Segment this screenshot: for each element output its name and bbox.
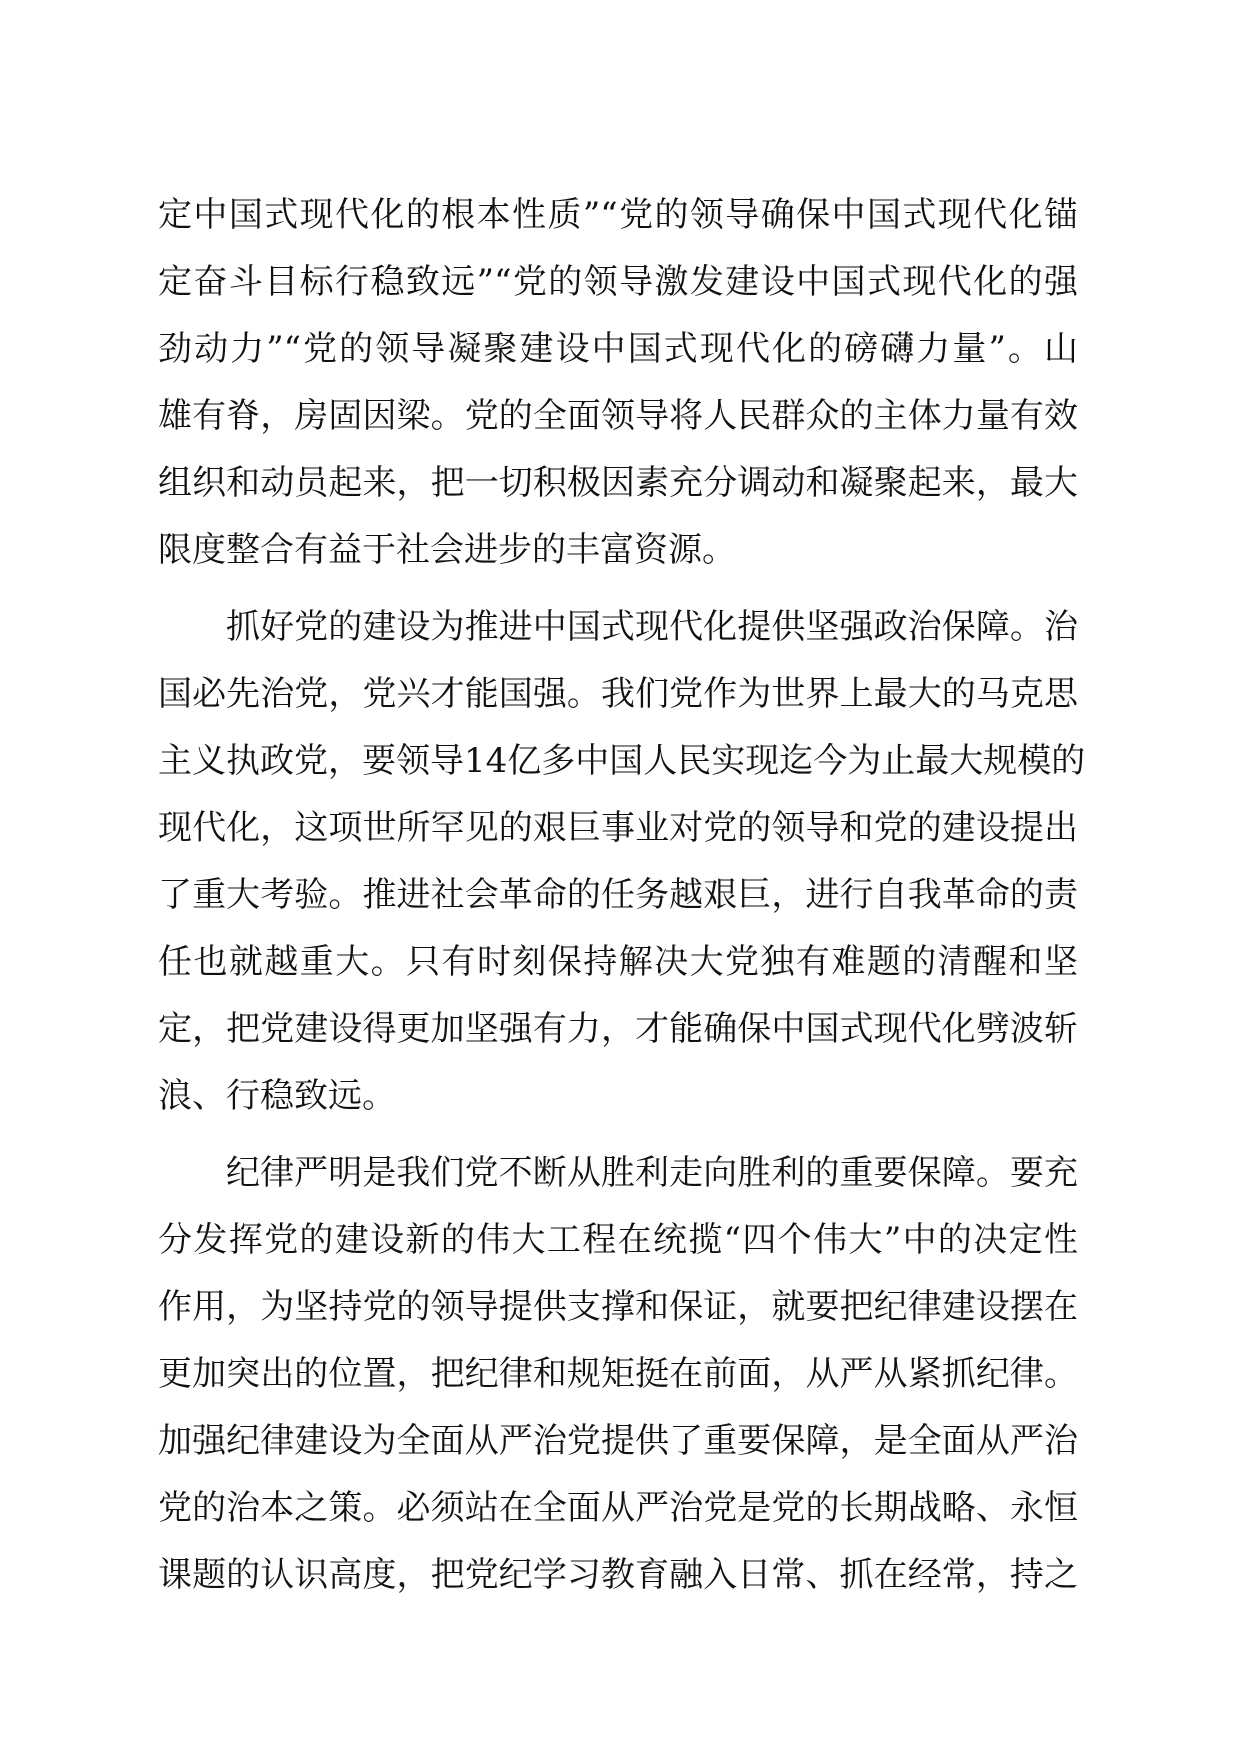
text-line: 分发挥党的建设新的伟大工程在统揽“四个伟大”中的决定性 <box>158 1220 1078 1260</box>
text-line: 加强纪律建设为全面从严治党提供了重要保障，是全面从严治 <box>158 1421 1078 1461</box>
text-line: 定，把党建设得更加坚强有力，才能确保中国式现代化劈波斩 <box>158 1009 1078 1049</box>
text-line: 作用，为坚持党的领导提供支撑和保证，就要把纪律建设摆在 <box>158 1287 1078 1327</box>
text-line: 浪、行稳致远。 <box>158 1076 396 1116</box>
text-line: 任也就越重大。只有时刻保持解决大党独有难题的清醒和坚 <box>158 942 1078 982</box>
text-line: 课题的认识高度，把党纪学习教育融入日常、抓在经常，持之 <box>158 1555 1078 1595</box>
text-line: 纪律严明是我们党不断从胜利走向胜利的重要保障。要充 <box>226 1153 1078 1193</box>
paragraph-3 <box>158 1140 1078 1609</box>
text-line: 组织和动员起来，把一切积极因素充分调动和凝聚起来，最大 <box>158 463 1078 503</box>
paragraph-1 <box>158 182 1078 584</box>
text-line: 更加突出的位置，把纪律和规矩挺在前面，从严从紧抓纪律。 <box>158 1354 1078 1394</box>
text-line: 了重大考验。推进社会革命的任务越艰巨，进行自我革命的责 <box>158 875 1078 915</box>
text-line: 党的治本之策。必须站在全面从严治党是党的长期战略、永恒 <box>158 1488 1078 1528</box>
text-line: 抓好党的建设为推进中国式现代化提供坚强政治保障。治 <box>226 607 1078 647</box>
text-line: 主义执政党，要领导14亿多中国人民实现迄今为止最大规模的 <box>158 741 1086 781</box>
text-line: 雄有脊，房固因梁。党的全面领导将人民群众的主体力量有效 <box>158 396 1078 436</box>
paragraph-2 <box>158 594 1086 1130</box>
text-line: 国必先治党，党兴才能国强。我们党作为世界上最大的马克思 <box>158 674 1078 714</box>
paragraph-spacer <box>158 1130 1078 1140</box>
text-line: 限度整合有益于社会进步的丰富资源。 <box>158 530 736 570</box>
text-line: 现代化，这项世所罕见的艰巨事业对党的领导和党的建设提出 <box>158 808 1078 848</box>
paragraph-spacer <box>158 584 1078 594</box>
text-line: 劲动力”“党的领导凝聚建设中国式现代化的磅礴力量”。山 <box>158 329 1078 369</box>
text-line: 定奋斗目标行稳致远”“党的领导激发建设中国式现代化的强 <box>158 262 1078 302</box>
document-body <box>158 182 1086 1609</box>
text-line: 定中国式现代化的根本性质”“党的领导确保中国式现代化锚 <box>158 195 1078 235</box>
